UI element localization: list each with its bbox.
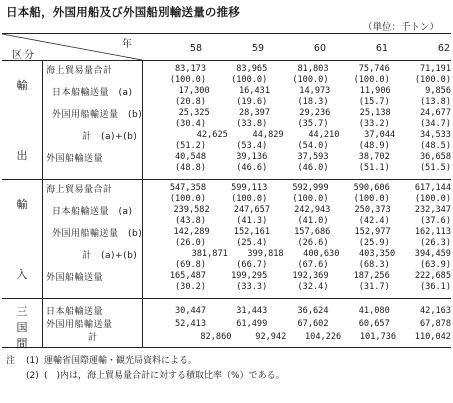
value-cell: 36,658: [419, 152, 452, 162]
year-headers: [140, 43, 450, 54]
percentage-cell: (25.4): [236, 238, 268, 248]
column-divider: [142, 61, 143, 179]
row-item-label: 日本船輸送量 (a): [52, 206, 133, 217]
percentage-row: [42, 282, 451, 292]
table-row: [42, 330, 451, 343]
percentage-cell: (46.6): [236, 163, 268, 173]
row-item-label: 外国船輸送量: [46, 272, 104, 283]
percentage-cell: (53.4): [236, 141, 268, 151]
table-row: [42, 317, 451, 330]
value-cell: 199,295: [231, 271, 268, 281]
percentage-cell: (54.0): [297, 141, 329, 151]
value-cell: 403,350: [358, 249, 396, 259]
percentage-cell: (100.0): [231, 194, 268, 204]
export-label-top: 輸: [16, 79, 28, 92]
percentage-cell: (37.6): [419, 216, 452, 226]
value-cell: 152,977: [354, 227, 391, 237]
import-section: [2, 180, 451, 299]
cross-label-char: 三: [16, 305, 28, 318]
percentage-cell: (32.4): [297, 282, 329, 292]
value-cell: 42,625: [196, 130, 228, 140]
table-title: 日本船，外国用船及び外国船別輸送量の推移: [6, 5, 240, 19]
value-cell: 40,548: [174, 152, 207, 162]
row-item-label: 外国用船輸送量: [46, 320, 113, 330]
percentage-cell: (26.6): [297, 238, 329, 248]
value-cell: 83,965: [236, 64, 268, 74]
note-text: ( )内は，海上貿易量合計に対する積取比率（%）である。: [44, 371, 285, 381]
import-label: [2, 196, 42, 282]
percentage-cell: (13.8): [419, 97, 452, 107]
row-item-label: 日本船輸送量: [46, 307, 104, 317]
table-row: [42, 204, 451, 216]
table-row: [42, 129, 451, 141]
percentage-cell: (63.9): [419, 260, 452, 270]
percentage-cell: (100.0): [169, 75, 207, 85]
value-cell: 222,685: [414, 271, 452, 281]
cross-trade-label: [2, 303, 42, 350]
value-cell: 239,582: [173, 205, 210, 215]
value-cell: 599,113: [231, 183, 268, 193]
table-row: [42, 270, 451, 282]
value-cell: 9,856: [425, 86, 452, 96]
value-cell: 39,136: [236, 152, 268, 162]
shipping-table: [2, 33, 451, 348]
value-cell: 30,447: [174, 305, 207, 316]
value-cell: 38,702: [358, 152, 390, 162]
percentage-row: [42, 141, 451, 151]
column-divider: [42, 61, 43, 179]
column-divider: [142, 299, 143, 347]
note-text: 運輸省国際運輸・観光局資料による。: [44, 356, 198, 366]
percentage-row: [42, 194, 451, 204]
percentage-cell: (48.8): [174, 163, 207, 173]
column-divider: [42, 299, 43, 347]
value-cell: 67,878: [419, 318, 452, 329]
value-cell: 242,943: [294, 205, 331, 215]
value-cell: 52,413: [174, 318, 207, 329]
percentage-cell: (68.3): [358, 260, 390, 270]
percentage-row: [42, 75, 451, 85]
value-cell: 165,487: [169, 271, 207, 281]
import-label-top: 輸: [16, 198, 28, 211]
table-row: [42, 151, 451, 163]
value-cell: 590,606: [353, 183, 390, 193]
value-cell: 162,113: [414, 227, 452, 237]
year-header: 61: [375, 43, 388, 54]
percentage-cell: (36.1): [419, 282, 452, 292]
value-cell: 82,860: [200, 331, 232, 342]
table-row: [42, 85, 451, 97]
year-header: 62: [437, 43, 450, 54]
notes-label: 注: [6, 356, 16, 366]
cross-label-char: 間: [16, 337, 28, 350]
value-cell: 142,289: [173, 227, 210, 237]
value-cell: 25,138: [359, 108, 391, 118]
row-item-label: 外国用船輸送量 (b): [52, 109, 143, 120]
value-cell: 36,624: [297, 305, 329, 316]
value-cell: 14,973: [299, 86, 331, 96]
percentage-row: [42, 163, 451, 173]
table-row: [42, 107, 451, 119]
table-row: [42, 182, 451, 194]
table-row: [42, 63, 451, 75]
percentage-cell: (15.7): [358, 97, 390, 107]
value-cell: 101,736: [359, 331, 397, 342]
percentage-cell: (34.7): [419, 119, 452, 129]
row-item-label: 計 (a)+(b): [82, 131, 138, 142]
percentage-cell: (35.7): [297, 119, 329, 129]
year-header: 60: [313, 43, 326, 54]
row-item-label: 日本船輸送量 (a): [52, 87, 133, 98]
value-cell: 29,236: [299, 108, 331, 118]
percentage-cell: (25.9): [358, 238, 390, 248]
percentage-cell: (66.7): [236, 260, 268, 270]
value-cell: 71,191: [419, 64, 452, 74]
value-cell: 28,397: [238, 108, 270, 118]
value-cell: 16,431: [238, 86, 270, 96]
value-cell: 25,325: [178, 108, 210, 118]
value-cell: 232,347: [414, 205, 452, 215]
value-cell: 44,829: [252, 130, 284, 140]
value-cell: 41,080: [358, 305, 390, 316]
value-cell: 67,602: [297, 318, 329, 329]
note-number: (2): [26, 371, 39, 381]
percentage-cell: (30.4): [174, 119, 207, 129]
value-cell: 31,443: [236, 305, 268, 316]
value-cell: 11,906: [359, 86, 391, 96]
percentage-cell: (19.6): [236, 97, 268, 107]
percentage-cell: (100.0): [231, 75, 268, 85]
percentage-cell: (100.0): [353, 194, 390, 204]
value-cell: 247,657: [233, 205, 270, 215]
percentage-cell: (100.0): [414, 75, 452, 85]
value-cell: 17,300: [178, 86, 210, 96]
value-cell: 399,818: [247, 249, 284, 259]
export-label-bottom: 出: [16, 149, 28, 162]
value-cell: 400,630: [303, 249, 340, 259]
table-row: [42, 248, 451, 260]
notes: [6, 354, 285, 384]
value-cell: 34,533: [419, 130, 451, 140]
export-section: [2, 61, 451, 180]
cross-label-char: 国: [16, 321, 28, 334]
value-cell: 547,358: [169, 183, 207, 193]
year-label: 年: [122, 39, 132, 50]
table-row: [42, 304, 451, 317]
percentage-row: [42, 97, 451, 107]
value-cell: 83,173: [174, 64, 207, 74]
note-item: [6, 354, 285, 369]
import-label-bottom: 入: [16, 268, 28, 281]
percentage-row: [42, 238, 451, 248]
row-item-label: 計: [88, 333, 98, 343]
column-divider: [142, 180, 143, 298]
value-cell: 110,042: [414, 331, 451, 342]
percentage-cell: (48.5): [419, 141, 452, 151]
value-cell: 44,210: [308, 130, 340, 140]
value-cell: 157,686: [294, 227, 331, 237]
percentage-cell: (26.3): [419, 238, 452, 248]
value-cell: 37,044: [364, 130, 396, 140]
percentage-cell: (48.9): [358, 141, 390, 151]
percentage-cell: (33.2): [358, 119, 390, 129]
percentage-cell: (51.1): [358, 163, 390, 173]
percentage-row: [42, 119, 451, 129]
value-cell: 61,499: [236, 318, 268, 329]
percentage-cell: (41.0): [297, 216, 329, 226]
value-cell: 381,871: [191, 249, 228, 259]
percentage-cell: (20.8): [174, 97, 207, 107]
row-item-label: 海上貿易量合計: [46, 65, 113, 76]
year-header: 58: [189, 43, 202, 54]
cross-trade-section: [2, 299, 451, 348]
value-cell: 42,163: [419, 305, 452, 316]
percentage-row: [42, 216, 451, 226]
percentage-cell: (67.6): [297, 260, 329, 270]
value-cell: 152,161: [233, 227, 270, 237]
value-cell: 60,657: [358, 318, 390, 329]
value-cell: 187,256: [353, 271, 390, 281]
percentage-cell: (46.0): [297, 163, 329, 173]
year-header: 59: [251, 43, 264, 54]
row-item-label: 外国用船輸送量 (b): [52, 228, 143, 239]
percentage-cell: (41.3): [236, 216, 268, 226]
row-item-label: 海上貿易量合計: [46, 184, 113, 195]
value-cell: 104,226: [304, 331, 342, 342]
percentage-cell: (18.3): [297, 97, 329, 107]
row-item-label: 外国船輸送量: [46, 153, 104, 164]
table-row: [42, 226, 451, 238]
percentage-cell: (26.0): [174, 238, 207, 248]
percentage-cell: (51.5): [419, 163, 452, 173]
percentage-row: [42, 260, 451, 270]
value-cell: 617,144: [414, 183, 452, 193]
value-cell: 192,369: [292, 271, 329, 281]
row-item-label: 計 (a)+(b): [82, 250, 138, 261]
export-label: [2, 77, 42, 163]
unit-label: （単位：千トン）: [362, 22, 439, 33]
percentage-cell: (100.0): [292, 75, 329, 85]
percentage-cell: (100.0): [292, 194, 329, 204]
value-cell: 24,677: [419, 108, 452, 118]
value-cell: 37,593: [297, 152, 329, 162]
note-item: [6, 369, 285, 384]
category-label: 区分: [12, 50, 36, 61]
percentage-cell: (100.0): [414, 194, 452, 204]
percentage-cell: (31.7): [358, 282, 390, 292]
percentage-cell: (33.3): [236, 282, 268, 292]
percentage-cell: (33.8): [236, 119, 268, 129]
percentage-cell: (69.8): [174, 260, 207, 270]
percentage-cell: (100.0): [353, 75, 390, 85]
value-cell: 592,999: [292, 183, 329, 193]
column-divider: [42, 180, 43, 298]
value-cell: 394,459: [414, 249, 451, 259]
table-header: [2, 33, 451, 61]
percentage-cell: (42.4): [358, 216, 390, 226]
value-cell: 75,746: [358, 64, 390, 74]
percentage-cell: (43.8): [174, 216, 207, 226]
percentage-cell: (51.2): [174, 141, 207, 151]
value-cell: 250,373: [354, 205, 391, 215]
value-cell: 92,942: [255, 331, 287, 342]
percentage-cell: (30.2): [174, 282, 207, 292]
value-cell: 81,803: [297, 64, 329, 74]
note-number: (1): [26, 356, 39, 366]
percentage-cell: (100.0): [169, 194, 207, 204]
